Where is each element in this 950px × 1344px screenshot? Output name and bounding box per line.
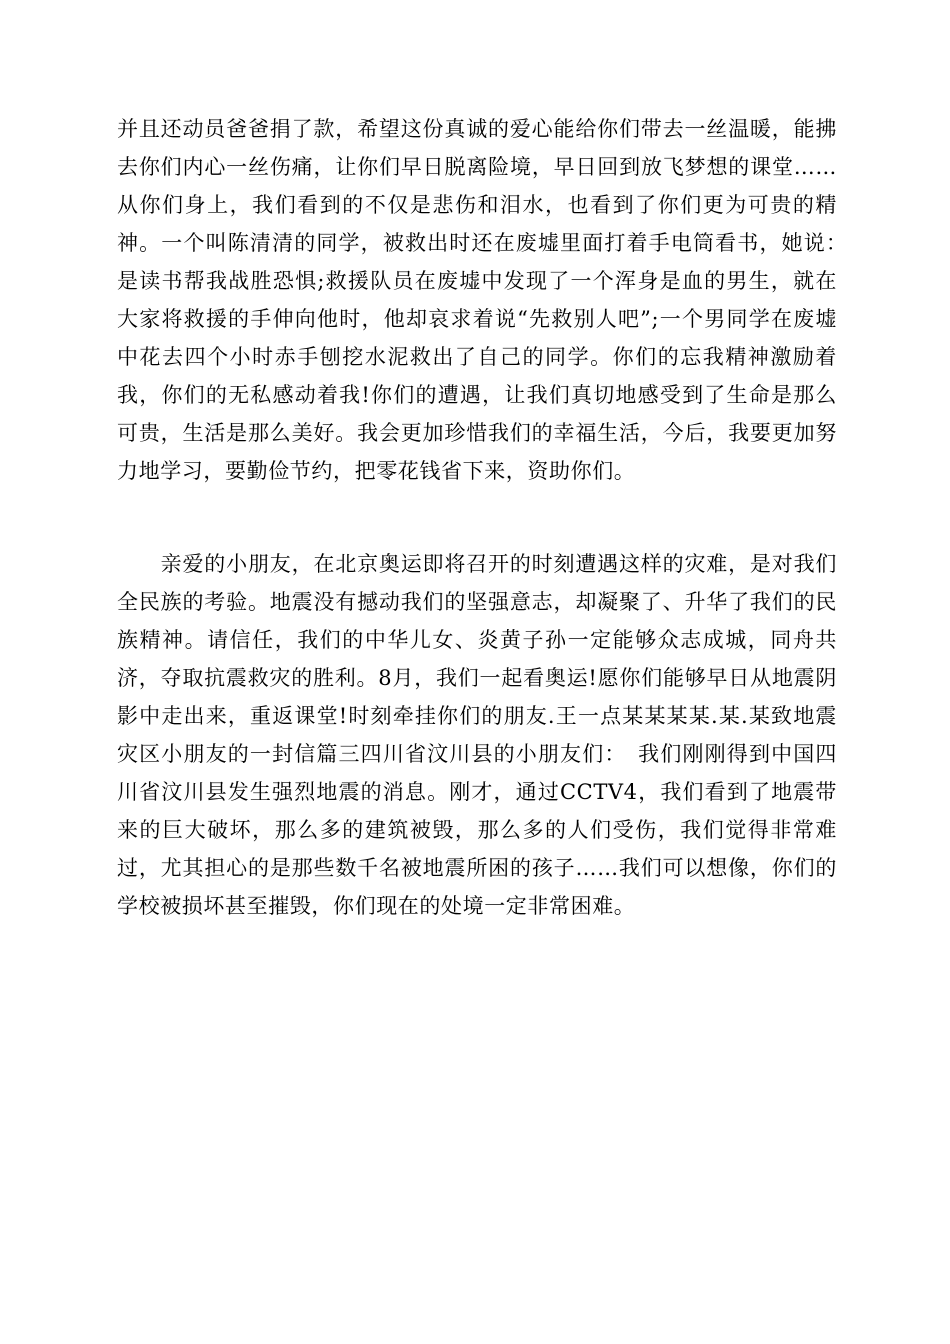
body-paragraph: 并且还动员爸爸捐了款，希望这份真诚的爱心能给你们带去一丝温暖，能拂去你们内心一丝伤痛，让你们早日脱离险境，早日回到放飞梦想的课堂……从你们身上，我们看到的不仅是悲伤和泪水，也看到了你们更为可贵的精神。一个叫陈清清的同学，被救出时还在废墟里面打着手电筒看书，她说： 是读书帮我战胜恐惧;救援队员在废墟中发现了一个浑身是血的男生，就在大家将救援的手伸向他时，他却哀求着说“先救别人吧”;一个男同学在废墟中花去四个小时赤手刨挖水泥救出了自己的同学。你们的忘我精神激励着我，你们的无私感动着我!你们的遭遇，让我们真切地感受到了生命是那么可贵，生活是那么美好。我会更加珍惜我们的幸福生活，今后，我要更加努力地学习，要勤俭节约，把零花钱省下来，资助你们。 [117, 117, 859, 483]
body-paragraph: 亲爱的小朋友，在北京奥运即将召开的时刻遭遇这样的灾难，是对我们全民族的考验。地震没有撼动我们的坚强意志，却凝聚了、升华了我们的民族精神。请信任，我们的中华儿女、炎黄子孙一定能够众志成城，同舟共济，夺取抗震救灾的胜利。8月，我们一起看奥运!愿你们能够早日从地震阴影中走出来，重返课堂!时刻牵挂你们的朋友.王一点某某某某.某.某致地震灾区小朋友的一封信篇三四川省汶川县的小朋友们： 我们刚刚得到中国四川省汶川县发生强烈地震的消息。刚才，通过CCTV4，我们看到了地震带来的巨大破坏，那么多的建筑被毁，那么多的人们受伤，我们觉得非常难过，尤其担心的是那些数千名被地震所困的孩子……我们可以想像，你们的学校被损坏甚至摧毁，你们现在的处境一定非常困难。 [117, 552, 837, 918]
